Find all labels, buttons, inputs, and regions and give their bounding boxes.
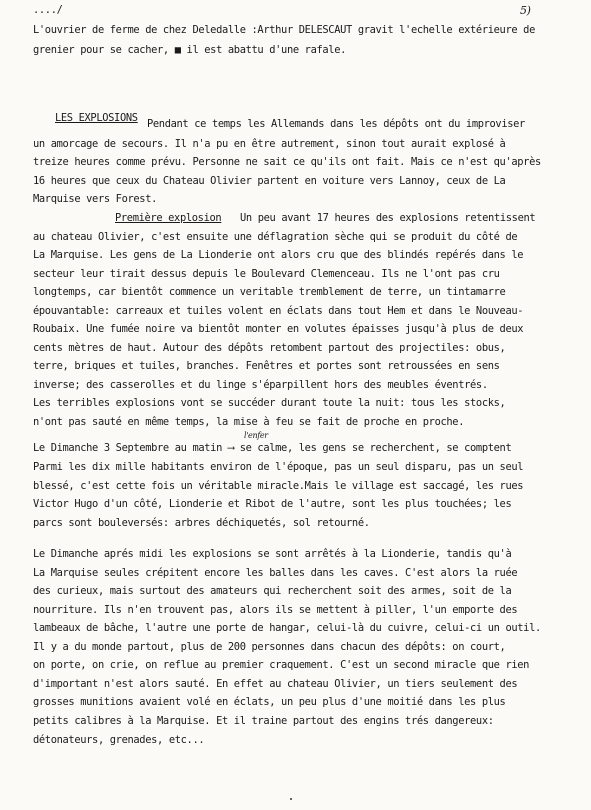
- page-number: 5): [520, 4, 531, 17]
- intro-line: grenier pour se cacher, ■ il est abattu d'une rafale.: [33, 44, 347, 56]
- section-line: Marquise vers Forest.: [33, 193, 158, 205]
- sunday-morning-line: Le Dimanche 3 Septembre au matin ⟶ se calme, les gens se recherchent, se comptent: [33, 442, 512, 454]
- sunday-afternoon-line: La Marquise seules crépitent encore les balles dans les caves. C'est alors la ruée: [33, 567, 518, 579]
- sunday-morning-line: Victor Hugo d'un côté, Lionderie et Ribot de l'autre, sont les plus touchées; les: [33, 498, 512, 510]
- sunday-afternoon-line: des curieux, mais surtout des amateurs qui recherchent soit des armes, soit de la: [33, 585, 512, 597]
- sunday-afternoon-line: lambeaux de bâche, l'autre une porte de hangar, celui-là du cuivre, celui-ci un outil.: [33, 622, 541, 634]
- subsection-line: inverse; des casserolles et du linge s'éparpillent hors des meubles éventrés.: [33, 379, 488, 391]
- sunday-morning-line: blessé, c'est cette fois un véritable miracle.Mais le village est saccagé, les rues: [33, 480, 524, 492]
- intro-line: L'ouvrier de ferme de chez Deledalle :Arthur DELESCAUT gravit l'echelle extérieure de: [33, 24, 535, 36]
- subsection-line: La Marquise. Les gens de La Lionderie ont alors cru que des blindés repérés dans le: [33, 249, 524, 261]
- subsection-line: terre, briques et tuiles, branches. Fenêtres et portes sont retroussées en sens: [33, 360, 500, 372]
- sunday-morning-line: Parmi les dix mille habitants environ de l'époque, pas un seul disparu, pas un seul: [33, 461, 524, 473]
- section-line: Pendant ce temps les Allemands dans les dépôts ont du improviser: [147, 118, 525, 130]
- subsection-line: cents mètres de haut. Autour des dépôts retombent partout des projectiles: obus,: [33, 342, 506, 354]
- subsection-line: n'ont pas sauté en même temps, la mise à feu se fait de proche en proche.: [33, 416, 465, 428]
- sunday-afternoon-line: on porte, on crie, on reflue au premier craquement. C'est un second miracle que rien: [33, 659, 530, 671]
- sunday-afternoon-line: détonateurs, grenades, etc...: [33, 734, 205, 746]
- section-title: LES EXPLOSIONS: [55, 112, 138, 124]
- sunday-afternoon-line: grosses munitions avaient volé en éclats, un peu plus d'une moitié dans les plus: [33, 696, 506, 708]
- subsection-line: longtemps, car bientôt commence un veritable tremblement de terre, un tintamarre: [33, 286, 506, 298]
- subsection-line: Un peu avant 17 heures des explosions retentissent: [240, 212, 536, 224]
- subsection-line: épouvantable: carreaux et tuiles volent en éclats dans tout Hem et dans le Nouveau-: [33, 305, 524, 317]
- section-line: treize heures comme prévu. Personne ne sait ce qu'ils ont fait. Mais ce n'est qu'après: [33, 156, 541, 168]
- sunday-morning-line: parcs sont bouleversés: arbres déchiquetés, sol retourné.: [33, 517, 370, 529]
- sunday-afternoon-line: d'important n'est alors sauté. En effet au chateau Olivier, un tiers seulement des: [33, 678, 518, 690]
- section-line: 16 heures que ceux du Chateau Olivier partent en voiture vers Lannoy, ceux de La: [33, 175, 506, 187]
- handwritten-insert: l'enfer: [244, 431, 268, 440]
- subsection-line: Les terribles explosions vont se succéder durant toute la nuit: tous les stocks,: [33, 397, 506, 409]
- subsection-line: au chateau Olivier, c'est ensuite une déflagration sèche qui se produit du côté de: [33, 231, 518, 243]
- continuation-mark: ..../: [33, 4, 63, 16]
- sunday-afternoon-line: nourriture. Ils n'en trouvent pas, alors ils se mettent à piller, l'un emporte des: [33, 604, 518, 616]
- subsection-line: Roubaix. Une fumée noire va bientôt monter en volutes épaisses jusqu'à plus de deux: [33, 323, 524, 335]
- sunday-afternoon-line: petits calibres à la Marquise. Et il traine partout des engins trés dangereux:: [33, 715, 494, 727]
- paper-mark: [290, 798, 292, 800]
- section-line: un amorcage de secours. Il n'a pu en être autrement, sinon tout aurait explosé à: [33, 138, 506, 150]
- subsection-line: secteur leur tirait dessus depuis le Boulevard Clemenceau. Ils ne l'ont pas cru: [33, 268, 500, 280]
- sunday-afternoon-line: Le Dimanche aprés midi les explosions se sont arrêtés à la Lionderie, tandis qu'à: [33, 548, 512, 560]
- subsection-title: Première explosion: [115, 212, 222, 224]
- sunday-afternoon-line: Il y a du monde partout, plus de 200 personnes dans chacun des dépôts: on court,: [33, 641, 506, 653]
